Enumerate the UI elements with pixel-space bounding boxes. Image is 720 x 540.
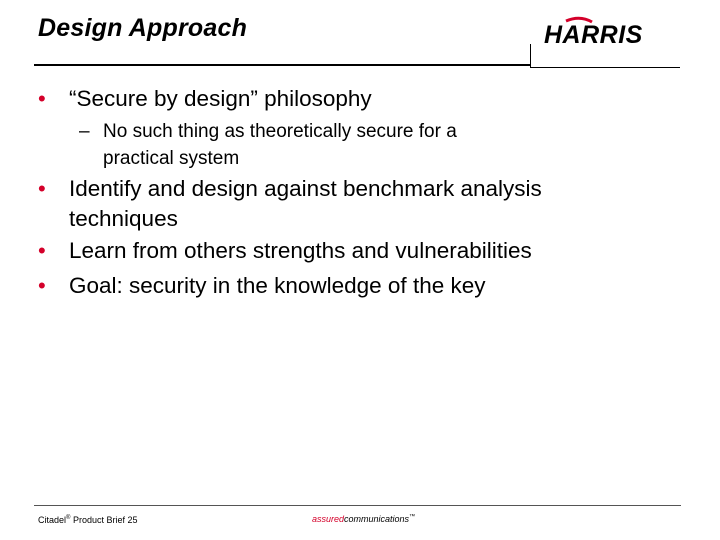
registered-mark: ® — [66, 515, 71, 521]
bullet-marker: • — [38, 238, 46, 263]
bullet-item: “Secure by design” philosophy — [69, 86, 372, 111]
footer-tagline — [312, 514, 415, 524]
bullet-item-continuation: techniques — [69, 206, 178, 231]
sub-bullet-line: practical system — [103, 148, 240, 169]
sub-bullet-marker: – — [79, 121, 90, 142]
slide-title: Design Approach — [38, 14, 248, 42]
footer-product-brief — [38, 515, 137, 525]
bullet-item: Goal: security in the knowledge of the key — [69, 273, 486, 298]
footer-citadel: Citadel — [38, 515, 67, 525]
bullet-item: Learn from others strengths and vulnerabilities — [69, 238, 532, 263]
bullet-marker: • — [38, 86, 46, 111]
footer-divider — [34, 505, 681, 506]
harris-logo-text: HARRIS — [544, 21, 643, 49]
trademark-mark: ™ — [409, 514, 416, 520]
tagline-assured: assured — [312, 514, 345, 524]
sub-bullet-line: No such thing as theoretically secure for a — [103, 121, 457, 142]
tagline-communications: communications — [344, 514, 410, 524]
bullet-marker: • — [38, 273, 46, 298]
bullet-item: Identify and design against benchmark analysis — [69, 176, 542, 201]
footer-brief-page: Product Brief 25 — [70, 515, 138, 525]
bullet-marker: • — [38, 176, 46, 201]
